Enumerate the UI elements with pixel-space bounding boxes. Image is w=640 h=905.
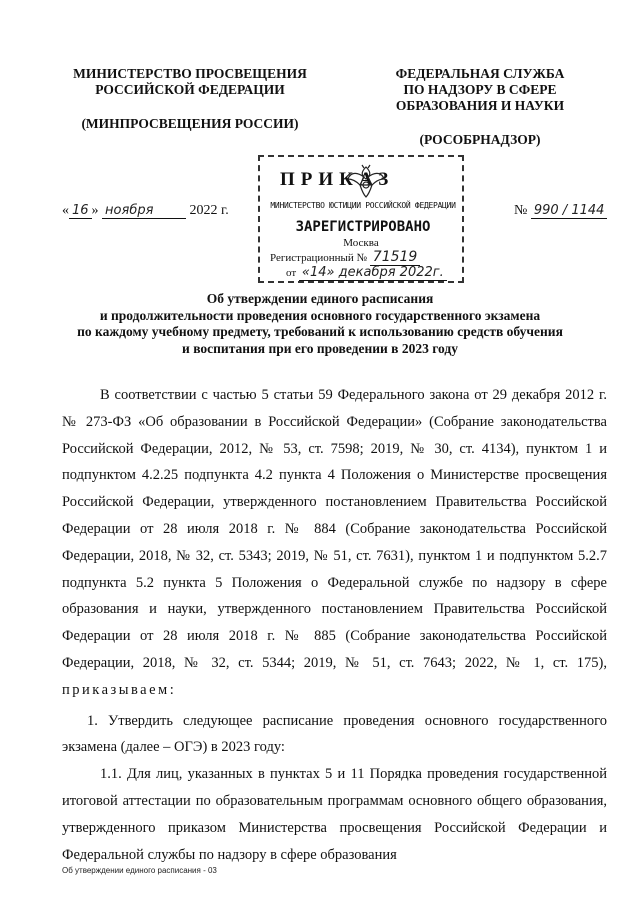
prikaz-heading: ПРИКАЗ <box>280 169 395 190</box>
ministry-name-line1: МИНИСТЕРСТВО ПРОСВЕЩЕНИЯ <box>73 66 307 81</box>
order-month: ноября <box>102 203 186 219</box>
date-close-quote: » <box>91 203 99 218</box>
stamp-reg-date <box>286 265 447 281</box>
order-date <box>62 203 229 219</box>
stamp-registered: ЗАРЕГИСТРИРОВАНО <box>295 219 431 235</box>
stamp-date-value: «14» декабря 2022г. <box>299 265 447 281</box>
coat-of-arms-icon <box>344 161 388 201</box>
title-line3: по каждому учебному предмету, требований к использованию средств обучения <box>77 324 563 339</box>
registration-stamp <box>258 155 464 283</box>
stamp-reg-number-value: 71519 <box>370 249 421 266</box>
order-day: 16 <box>69 203 92 219</box>
stamp-city: Москва <box>343 237 379 249</box>
command-word: приказываем: <box>62 681 177 698</box>
clause-1-paragraph: 1. Утвердить следующее расписание проведения основного государственного экзамена (далее – ОГЭ) в 2023 году: <box>62 712 607 756</box>
order-year: 2022 г. <box>189 203 229 218</box>
ministry-name-line2: РОССИЙСКОЙ ФЕДЕРАЦИИ <box>95 82 285 97</box>
clause-1-1-paragraph: 1.1. Для лиц, указанных в пунктах 5 и 11 Порядка проведения государственной итоговой аттестации по образовательным программам основного общего образования, утвержденного приказом Министерства просвещения Российской Федерации и Федеральной службы по надзору в сфере образования <box>62 766 607 863</box>
order-number-value: 990 / 1144 <box>531 203 608 219</box>
service-name-line1: ФЕДЕРАЛЬНАЯ СЛУЖБА <box>395 66 565 81</box>
stamp-reg-label: Регистрационный № <box>270 252 368 264</box>
ministry-header <box>70 66 310 132</box>
service-header <box>375 66 585 148</box>
service-name-line2: ПО НАДЗОРУ В СФЕРЕ <box>403 82 557 97</box>
date-open-quote: « <box>62 203 69 218</box>
order-number <box>514 203 607 219</box>
preamble-paragraph <box>62 382 607 704</box>
page-footer: Об утверждении единого расписания - 03 <box>62 866 217 875</box>
stamp-date-prefix: от <box>286 267 297 279</box>
service-short-name: (РОСОБРНАДЗОР) <box>419 132 541 147</box>
stamp-reg-number <box>270 249 420 266</box>
ministry-short-name: (МИНПРОСВЕЩЕНИЯ РОССИИ) <box>81 116 299 131</box>
preamble-text: В соответствии с частью 5 статьи 59 Федерального закона от 29 декабря 2012 г. № 273-ФЗ «Об образовании в Российской Федерации» (Собрание законодательства Российской Федерации, 2012, № 53, ст. 7598; 2019, № 30, ст. 4134), пунктом 1 и подпунктом 4.2.25 подпункта 4.2 пункта 4 Положения о Министерстве просвещения Российской Федерации, утвержденного постановлением Правительства Российской Федерации от 28 июля 2018 г. № 884 (Собрание законодательства Российской Федерации, 2018, № 32, ст. 5343; 2019, № 51, ст. 7631), пунктом 1 и подпунктом 5.2.7 подпункта 5.2 пункта 5 Положения о Федеральной службе по надзору в сфере образования и науки, утвержденного постановлением Правительства Российской Федерации от 28 июля 2018 г. № 885 (Собрание законодательства Российской Федерации, 2018, № 32, ст. 5344; 2019, № 51, ст. 7643; 2022, № 1, ст. 175), <box>62 387 607 671</box>
title-line1: Об утверждении единого расписания <box>206 291 434 306</box>
title-line2: и продолжительности проведения основного государственного экзамена <box>99 307 541 323</box>
document-body <box>62 382 607 868</box>
title-line4: и воспитания при его проведении в 2023 году <box>182 340 458 356</box>
stamp-ministry: МИНИСТЕРСТВО ЮСТИЦИИ РОССИЙСКОЙ ФЕДЕРАЦИИ <box>270 201 456 210</box>
document-title <box>30 291 610 357</box>
order-number-label: № <box>514 203 528 218</box>
service-name-line3: ОБРАЗОВАНИЯ И НАУКИ <box>395 98 565 113</box>
